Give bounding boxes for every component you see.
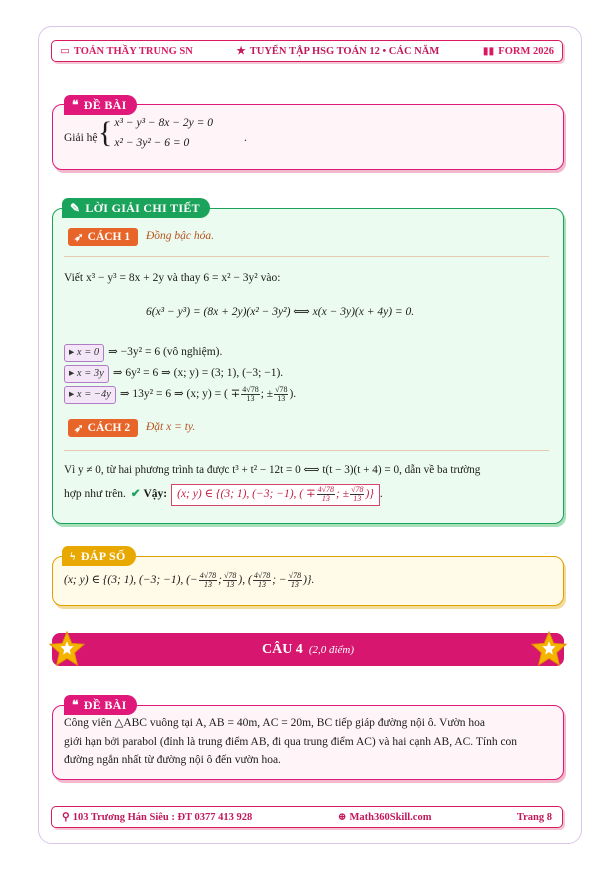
problem-tag <box>64 95 137 115</box>
solution-tag-label: LỜI GIẢI CHI TIẾT <box>85 200 200 215</box>
equation-system <box>98 113 213 153</box>
footer-left <box>62 811 252 823</box>
case2-line: Vì y ≠ 0, từ hai phương trình ta được t³ + t² − 12t = 0 ⟺ t(t − 3)(t + 4) = 0, dẫn về ba trường <box>64 464 481 476</box>
header-left <box>60 45 193 57</box>
problem4-line-1: Công viên △ABC vuông tại A, AB = 40m, AC = 20m, BC tiếp giáp đường nội ô. Vườn hoa <box>64 717 485 729</box>
fraction: $\frac{√78}{13}$ <box>224 571 237 590</box>
case-x3y-text: ⇒ 6y² = 6 ⇒ (x; y) = (3; 1), (−3; −1). <box>112 367 284 379</box>
star-badge-right-icon <box>530 630 568 668</box>
problem4-line-2: giới hạn bởi parabol (đỉnh là trung điểm AB, đi qua trung điểm AC) và hai cạnh AB, AC. Tính con <box>64 735 518 748</box>
problem-tag-label: ĐỀ BÀI <box>83 97 127 112</box>
case2-badge <box>68 419 138 437</box>
problem4-line-3: đường ngắn nhất từ đường nội ô đến vườn hoa. <box>64 754 281 767</box>
case2-divider <box>64 450 549 451</box>
problem-intro: Giải hệ <box>64 132 98 144</box>
star-icon: ★ <box>236 46 246 57</box>
conclusion-box: (x; y) ∈ {(3; 1), (−3; −1), ( ∓ $\frac{4√78}{13}$ ; ± $\frac{√78}{13}$ )} <box>171 484 380 506</box>
case2-label: CÁCH 2 <box>87 422 131 434</box>
problem-end: . <box>244 132 247 144</box>
conclusion-end: . <box>379 488 383 501</box>
solution-line-2: 6(x³ − y³) = (8x + 2y)(x² − 3y²) ⟺ x(x − 3y)(x + 4y) = 0. <box>146 306 415 318</box>
case2-line-2: hợp như trên. <box>64 488 126 501</box>
problem4-text <box>64 714 556 770</box>
fraction: $\frac{4√78}{13}$ <box>317 485 335 504</box>
solution-tag <box>62 198 210 218</box>
case-x0 <box>64 344 222 362</box>
header-left-text: TOÁN THẦY TRUNG SN <box>73 46 193 57</box>
problem4-tag <box>64 695 137 715</box>
question-points: (2,0 điểm) <box>308 643 355 656</box>
pen-icon: ✎ <box>70 200 81 215</box>
case-xm4y-text-b: ; ± <box>260 388 274 401</box>
header-center <box>236 45 439 57</box>
footer-address: 103 Trương Hán Siêu : ĐT 0377 413 928 <box>72 812 253 823</box>
answer-tag <box>62 546 136 566</box>
rocket-icon: ➶ <box>74 232 84 244</box>
case-xm4y-text-a: ⇒ 13y² = 6 ⇒ (x; y) = ( ∓ <box>119 388 241 401</box>
answer-text: (x; y) ∈ {(3; 1), (−3; −1), (− $\frac{4√78}{13}$ ; $\frac{√78}{13}$ ), ( $\frac{4√78}{13}$ ; − $\frac{√78}{13}$ )}. <box>64 571 315 590</box>
quote-icon: ❝ <box>72 697 79 712</box>
case1-divider <box>64 256 549 257</box>
footer-center[interactable] <box>338 811 432 823</box>
problem4-tag-label: ĐỀ BÀI <box>83 697 127 712</box>
case2-note: Đặt x = ty. <box>146 421 196 433</box>
case-xm4y <box>64 386 296 404</box>
fraction: $\frac{4√78}{13}$ <box>199 571 217 590</box>
solution-line-1: Viết x³ − y³ = 8x + 2y và thay 6 = x² − 3y² vào: <box>64 272 281 284</box>
header-right <box>483 45 554 57</box>
fraction: $\frac{√78}{13}$ <box>351 485 364 504</box>
conclusion-line <box>64 484 383 506</box>
case1-badge <box>68 228 138 246</box>
case-xm4y-chip: ▸ x = −4y <box>64 386 116 404</box>
case1-label: CÁCH 1 <box>87 231 131 243</box>
header-right-text: FORM 2026 <box>498 46 554 57</box>
quote-icon: ❝ <box>72 97 79 112</box>
page-footer <box>51 806 563 828</box>
system-brace: { <box>98 116 113 150</box>
fraction: $\frac{√78}{13}$ <box>275 385 288 404</box>
fraction: $\frac{4√78}{13}$ <box>253 571 271 590</box>
check-circle-icon: ✔ <box>130 488 141 501</box>
case-x3y-chip: ▸ x = 3y <box>64 365 109 383</box>
rocket-icon: ➶ <box>74 423 84 435</box>
footer-page-number: Trang 8 <box>516 811 552 823</box>
case-xm4y-text-c: ). <box>289 388 297 401</box>
page-header <box>51 40 563 62</box>
presentation-icon: ▭ <box>60 46 70 57</box>
equation-1: x³ − y³ − 8x − 2y = 0 <box>114 117 214 129</box>
bolt-icon: ϟ <box>70 548 76 563</box>
location-pin-icon: ⚲ <box>62 812 70 823</box>
fraction: $\frac{√78}{13}$ <box>288 571 302 590</box>
fraction: $\frac{4√78}{13}$ <box>242 385 259 404</box>
equation-2: x² − 3y² − 6 = 0 <box>114 137 190 150</box>
book-icon: ▮▮ <box>482 46 495 57</box>
header-center-text: TUYỂN TẬP HSG TOÁN 12 • CÁC NĂM <box>249 46 440 57</box>
case-x0-chip: ▸ x = 0 <box>64 344 104 362</box>
globe-icon: ⊕ <box>337 812 347 823</box>
case1-note: Đồng bậc hóa. <box>146 230 215 242</box>
star-badge-left-icon <box>48 630 86 668</box>
question-banner <box>52 633 564 666</box>
question-title: CÂU 4 <box>261 641 303 657</box>
case-x3y <box>64 365 283 383</box>
conclusion-label: Vậy: <box>143 488 168 501</box>
footer-website-link[interactable]: Math360Skill.com <box>349 812 432 823</box>
case-x0-text: ⇒ −3y² = 6 (vô nghiệm). <box>108 346 223 358</box>
answer-tag-label: ĐÁP SỐ <box>80 548 126 563</box>
